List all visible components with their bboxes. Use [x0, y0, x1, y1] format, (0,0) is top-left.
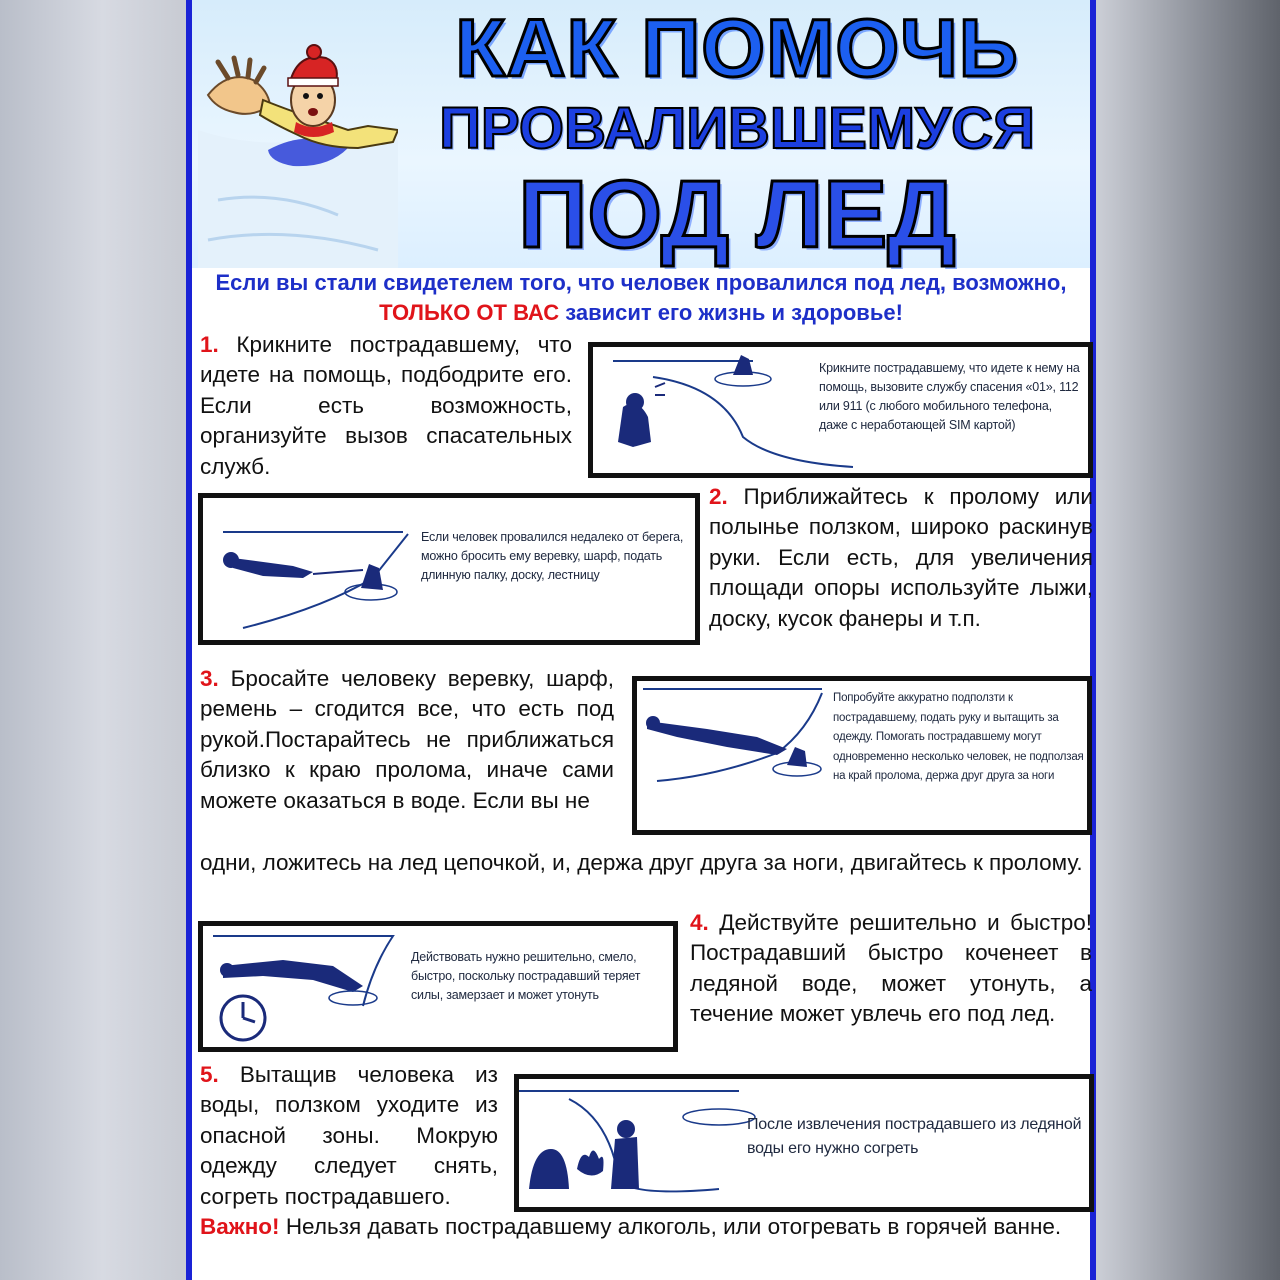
- step-3-text: [200, 664, 614, 816]
- step-5-text-continued: [200, 1212, 1092, 1242]
- step-1-figure: [588, 342, 1093, 478]
- step-1-body: Крикните пострадавшему, что идете на помощь, подбодрите его. Если есть возможность, организуйте вызов спасательных служб.: [200, 332, 572, 479]
- step-3-body: Бросайте человеку веревку, шарф, ремень – сгодится все, что есть под рукой.Постарайтесь не приближаться близко к краю пролома, иначе сами можете оказаться в воде. Если вы не: [200, 666, 614, 813]
- step-3-caption: Попробуйте аккуратно подползти к пострадавшему, подать руку и вытащить за одежду. Помогать пострадавшему могут одновременно несколько человек, не подползая на край пролома, держа друг друга за ноги: [833, 692, 1084, 782]
- intro-part-1: Если вы стали свидетелем того, что человек провалился под лед, возможно,: [215, 270, 1067, 295]
- poster: [186, 0, 1096, 1280]
- drowning-child-illustration: [198, 0, 398, 268]
- step-1-caption: Крикните пострадавшему, что идете к нему на помощь, вызовите службу спасения «01», 112 или 911 (с любого мобильного телефона, даже с неработающей SIM картой): [819, 361, 1080, 432]
- step-2-body: Приближайтесь к пролому или полынье ползком, широко раскинув руки. Если есть, для увеличения площади опоры используйте лыжи, доску, кусок фанеры и т.п.: [709, 484, 1093, 631]
- step-4-text: [690, 908, 1092, 1030]
- step-5-number: 5.: [200, 1062, 219, 1087]
- step-5-warning-body: Нельзя давать пострадавшему алкоголь, или отогревать в горячей ванне.: [285, 1214, 1062, 1239]
- intro-highlight: ТОЛЬКО ОТ ВАС: [379, 300, 560, 325]
- intro-text: [192, 268, 1090, 328]
- step-4-number: 4.: [690, 910, 709, 935]
- step-3-text-continued: одни, ложитесь на лед цепочкой, и, держа друг друга за ноги, двигайтесь к пролому.: [200, 850, 1083, 875]
- step-5-figure: [514, 1074, 1094, 1212]
- step-4-body: Действуйте решительно и быстро! Пострадавший быстро коченеет в ледяной воде, может утонуть, а течение может увлечь его под лед.: [690, 910, 1092, 1027]
- step-1-number: 1.: [200, 332, 219, 357]
- step-5-warning: Важно!: [200, 1214, 280, 1239]
- step-4-caption: Действовать нужно решительно, смело, быстро, поскольку пострадавший теряет силы, замерзает и может утонуть: [411, 950, 641, 1002]
- title-line-3: ПОД ЛЕД: [518, 161, 956, 268]
- title-line-2: ПРОВАЛИВШЕМУСЯ: [439, 96, 1035, 161]
- header: [192, 0, 1090, 268]
- step-3-figure: [632, 676, 1092, 835]
- step-2-number: 2.: [709, 484, 728, 509]
- intro-part-2: зависит его жизнь и здоровье!: [565, 300, 903, 325]
- step-5-caption: После извлечения пострадавшего из ледяной воды его нужно согреть: [747, 1116, 1082, 1157]
- step-1-text: [200, 330, 572, 482]
- step-5-body: Вытащив человека из воды, ползком уходите из опасной зоны. Мокрую одежду следует снять, согреть пострадавшего.: [200, 1062, 498, 1209]
- step-2-text: [709, 482, 1093, 634]
- step-2-figure: [198, 493, 700, 645]
- step-2-caption: Если человек провалился недалеко от берега, можно бросить ему веревку, шарф, подать длинную палку, доску, лестницу: [421, 530, 684, 582]
- step-5-text: [200, 1060, 498, 1212]
- step-3-number: 3.: [200, 666, 219, 691]
- title-line-1: КАК ПОМОЧЬ: [455, 3, 1019, 94]
- step-4-figure: [198, 921, 678, 1052]
